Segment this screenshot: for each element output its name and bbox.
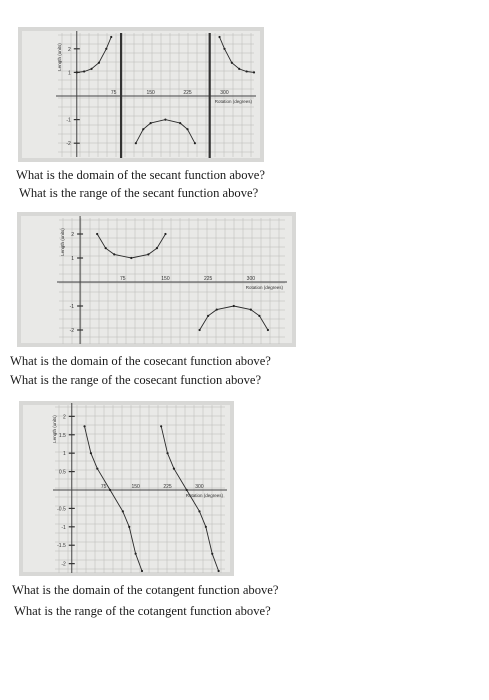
y-tick-label: -1 xyxy=(66,117,71,124)
data-point xyxy=(233,305,235,307)
data-point xyxy=(105,48,107,50)
cotangent-graph xyxy=(19,401,234,576)
data-point xyxy=(211,553,213,555)
data-point xyxy=(238,68,240,70)
x-axis-label: Rotation (degrees) xyxy=(214,99,252,104)
data-point xyxy=(231,62,233,64)
y-tick-label: -2 xyxy=(66,141,71,148)
y-tick-label: 2 xyxy=(71,232,75,238)
cotangent-domain-question: What is the domain of the cotangent function above? xyxy=(12,583,279,597)
cosecant-graph-photo xyxy=(17,212,296,347)
data-point xyxy=(164,119,166,121)
y-tick-label: 1.5 xyxy=(58,432,66,439)
cosecant-domain-question: What is the domain of the cosecant function above? xyxy=(10,354,271,368)
y-axis-label: Length (units) xyxy=(51,415,57,443)
y-tick-label: 1 xyxy=(71,256,75,262)
data-point xyxy=(205,526,207,528)
y-tick-label: -1 xyxy=(69,304,75,310)
y-tick-label: 1 xyxy=(62,451,66,458)
x-tick-label: 225 xyxy=(163,484,172,490)
x-tick-label: 225 xyxy=(183,90,192,96)
y-tick-label: 1 xyxy=(67,70,71,77)
x-tick-label: 75 xyxy=(100,484,107,490)
data-point xyxy=(223,48,225,50)
data-point xyxy=(110,36,112,38)
y-tick-label: -0.5 xyxy=(57,506,66,513)
data-point xyxy=(83,425,85,427)
data-point xyxy=(246,70,248,72)
secant-domain-question: What is the domain of the secant function above? xyxy=(16,168,265,182)
x-tick-label: 225 xyxy=(203,276,213,282)
y-tick-label: -2 xyxy=(69,328,75,334)
data-point xyxy=(194,142,196,144)
data-point xyxy=(179,122,181,124)
data-point xyxy=(173,468,175,470)
data-point xyxy=(141,570,143,572)
secant-graph-photo xyxy=(18,27,264,162)
secant-graph xyxy=(18,27,264,162)
cotangent-range-question: What is the range of the cotangent function above? xyxy=(14,604,271,618)
data-point xyxy=(218,36,220,38)
data-point xyxy=(198,510,200,512)
data-point xyxy=(186,128,188,130)
data-point xyxy=(109,489,111,491)
x-tick-label: 300 xyxy=(195,484,204,490)
x-tick-label: 300 xyxy=(246,276,256,282)
data-point xyxy=(135,553,137,555)
data-point xyxy=(90,68,92,70)
data-point xyxy=(164,233,166,235)
x-tick-label: 300 xyxy=(220,90,229,96)
y-tick-label: -1.5 xyxy=(57,543,66,550)
data-point xyxy=(142,128,144,130)
data-point xyxy=(105,247,107,249)
data-point xyxy=(98,62,100,64)
data-point xyxy=(160,425,162,427)
data-point xyxy=(76,71,78,73)
y-axis-label: Length (units) xyxy=(56,43,62,71)
data-point xyxy=(96,468,98,470)
data-point xyxy=(267,329,269,331)
y-tick-label: 2 xyxy=(62,414,66,421)
data-point xyxy=(128,526,130,528)
data-point xyxy=(83,70,85,72)
data-point xyxy=(250,309,252,311)
data-point xyxy=(156,247,158,249)
data-point xyxy=(150,122,152,124)
x-tick-label: 75 xyxy=(110,90,117,96)
x-axis-label: Rotation (degrees) xyxy=(185,493,223,498)
data-point xyxy=(207,315,209,317)
cotangent-graph-photo xyxy=(19,401,234,576)
secant-range-question: What is the range of the secant function above? xyxy=(19,186,259,200)
data-point xyxy=(186,489,188,491)
cosecant-range-question: What is the range of the cosecant function above? xyxy=(10,373,262,387)
x-tick-label: 150 xyxy=(161,276,170,282)
data-point xyxy=(253,71,255,73)
data-point xyxy=(216,309,218,311)
data-point xyxy=(130,257,132,259)
data-point xyxy=(147,253,149,255)
y-tick-label: -1 xyxy=(61,524,66,531)
y-tick-label: -2 xyxy=(61,561,66,568)
y-tick-label: 0.5 xyxy=(58,469,66,476)
x-tick-label: 75 xyxy=(119,276,126,282)
data-point xyxy=(218,570,220,572)
data-point xyxy=(199,329,201,331)
data-point xyxy=(122,510,124,512)
data-point xyxy=(90,452,92,454)
data-point xyxy=(96,233,98,235)
x-tick-label: 150 xyxy=(146,90,155,96)
data-point xyxy=(258,315,260,317)
data-point xyxy=(135,142,137,144)
data-point xyxy=(113,253,115,255)
data-point xyxy=(166,452,168,454)
y-tick-label: 2 xyxy=(67,46,71,53)
y-axis-label: Length (units) xyxy=(60,228,66,256)
cosecant-graph xyxy=(17,212,296,347)
x-tick-label: 150 xyxy=(131,484,140,490)
x-axis-label: Rotation (degrees) xyxy=(245,285,283,290)
